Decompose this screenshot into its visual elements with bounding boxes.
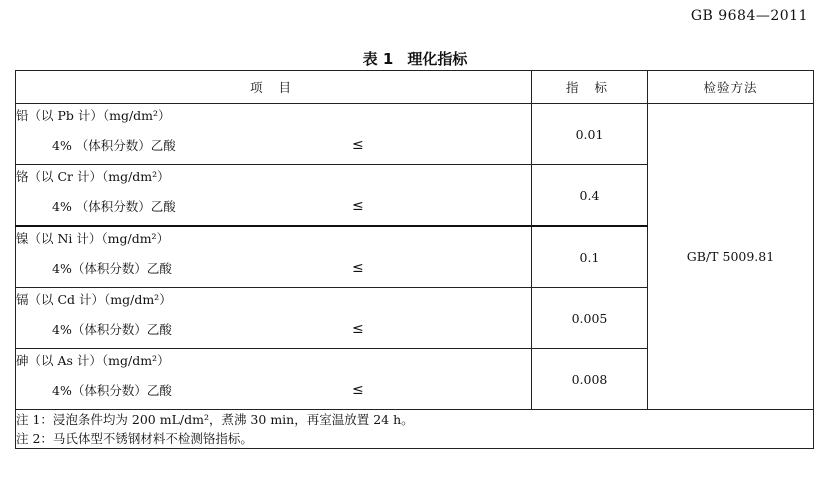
item-name: 砷（以 As 计）（mg/dm²）	[16, 353, 170, 368]
le-symbol: ≤	[352, 382, 364, 398]
item-cell	[16, 349, 532, 410]
table-title-text: 理化指标	[407, 50, 468, 68]
table-row-lead	[16, 104, 814, 165]
le-symbol: ≤	[352, 198, 364, 214]
le-symbol: ≤	[352, 321, 364, 337]
item-condition: 4%（体积分数）乙酸	[52, 383, 172, 398]
item-condition: 4% （体积分数）乙酸	[52, 138, 176, 153]
notes-cell	[16, 410, 814, 449]
item-cell	[16, 288, 532, 349]
table-title	[0, 48, 830, 69]
physicochemical-spec-table	[15, 70, 814, 449]
header-item: 项 目	[16, 71, 532, 104]
table-number: 表 1	[362, 50, 394, 68]
note-2: 注 2：马氏体型不锈钢材料不检测铬指标。	[16, 431, 253, 446]
limit-value: 0.01	[532, 104, 648, 165]
document-code: GB 9684—2011	[690, 8, 808, 24]
limit-value: 0.008	[532, 349, 648, 410]
limit-value: 0.005	[532, 288, 648, 349]
limit-value: 0.1	[532, 226, 648, 288]
le-symbol: ≤	[352, 137, 364, 153]
item-name: 镍（以 Ni 计）（mg/dm²）	[16, 231, 170, 246]
item-cell	[16, 226, 532, 288]
le-symbol: ≤	[352, 260, 364, 276]
item-condition: 4%（体积分数）乙酸	[52, 322, 172, 337]
method-cell: GB/T 5009.81	[648, 104, 814, 410]
note-1: 注 1：浸泡条件均为 200 mL/dm²，煮沸 30 min，再室温放置 24 h。	[16, 412, 414, 427]
table-notes-row	[16, 410, 814, 449]
item-name: 镉（以 Cd 计）（mg/dm²）	[16, 292, 172, 307]
header-limit: 指 标	[532, 71, 648, 104]
item-cell	[16, 165, 532, 227]
header-method: 检验方法	[648, 71, 814, 104]
item-name: 铬（以 Cr 计）（mg/dm²）	[16, 169, 170, 184]
item-condition: 4% （体积分数）乙酸	[52, 199, 176, 214]
item-name: 铅（以 Pb 计）（mg/dm²）	[16, 108, 171, 123]
limit-value: 0.4	[532, 165, 648, 227]
item-condition: 4%（体积分数）乙酸	[52, 261, 172, 276]
table-header-row	[16, 71, 814, 104]
item-cell	[16, 104, 532, 165]
